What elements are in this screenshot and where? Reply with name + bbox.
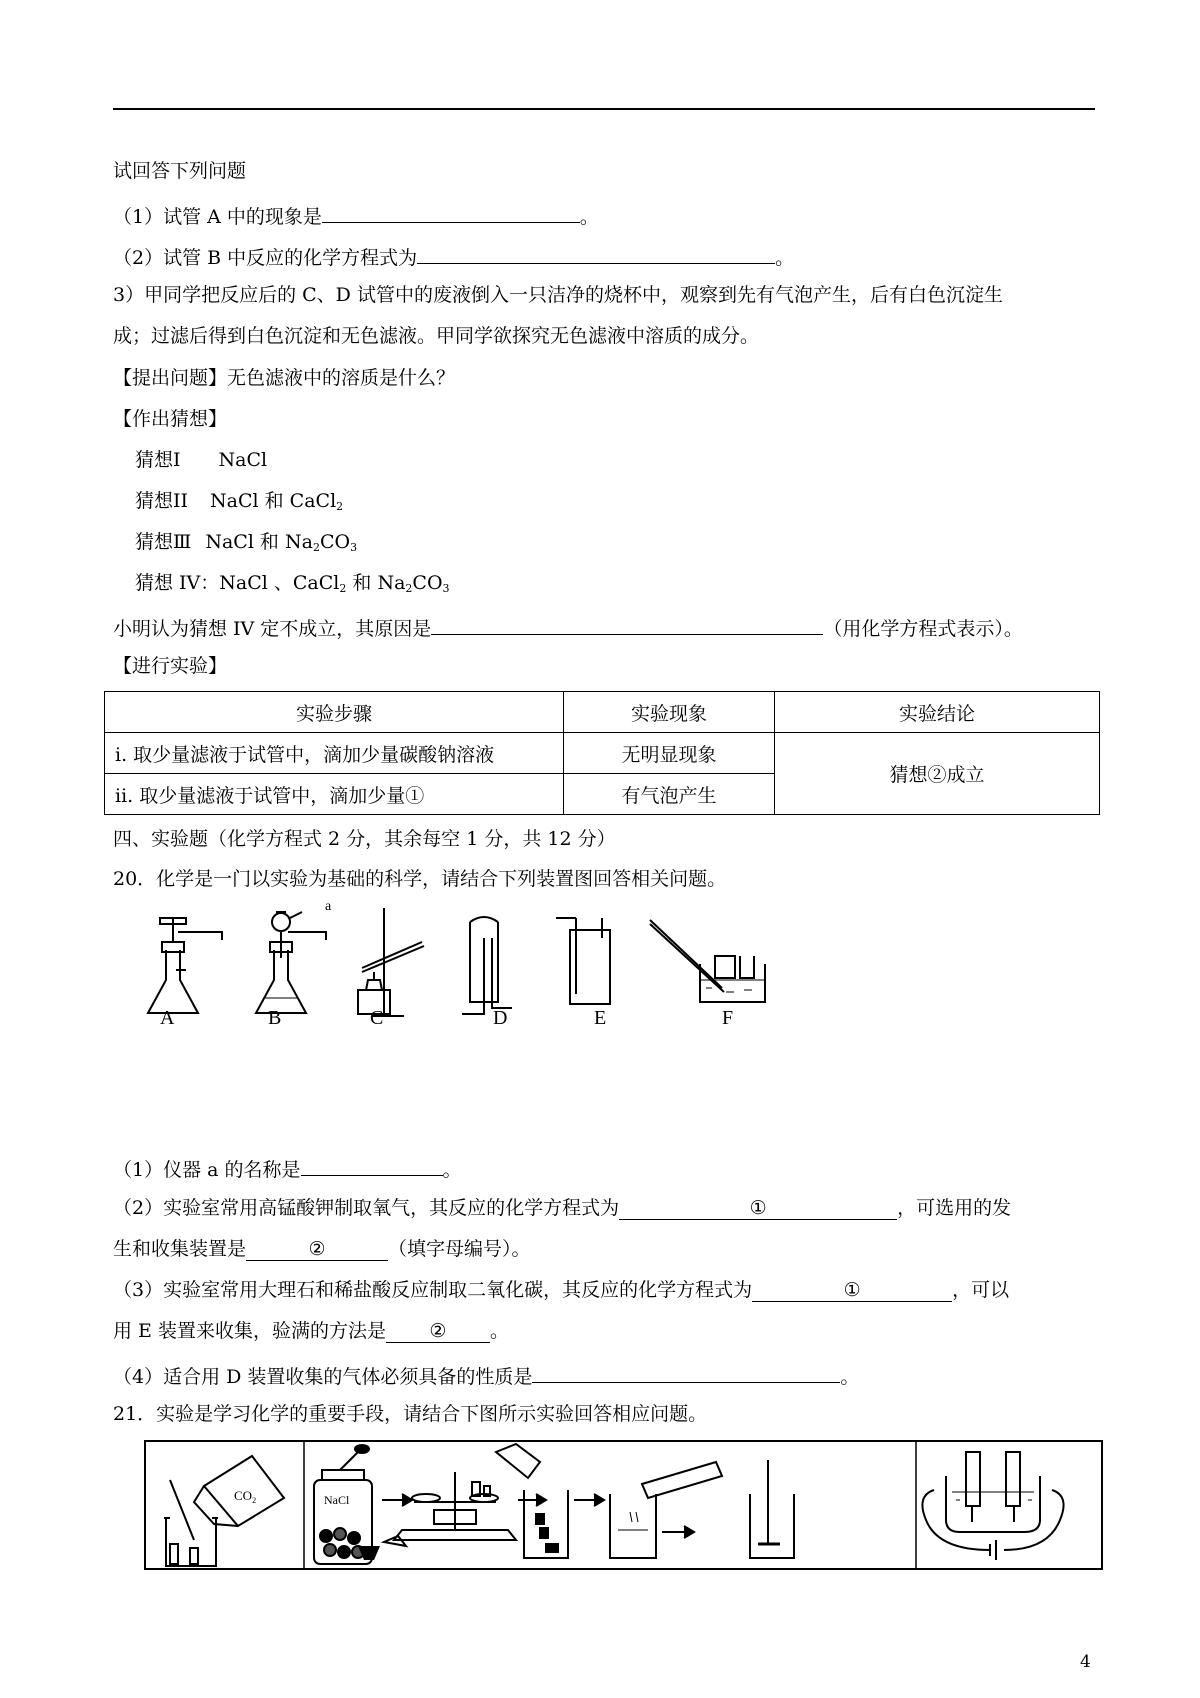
- answer-blank[interactable]: ②: [386, 1320, 490, 1343]
- table-cell: 无明显现象: [564, 733, 775, 774]
- table-cell: 猜想②成立: [775, 733, 1100, 815]
- question-21: 21．实验是学习化学的重要手段，请结合下图所示实验回答相应问题。: [113, 1403, 708, 1425]
- question-2: （2）试管 B 中反应的化学方程式为 。: [113, 241, 794, 271]
- guess-heading: 【作出猜想】: [113, 408, 228, 430]
- table-header: 实验结论: [775, 692, 1100, 733]
- beaker-stirring: [750, 1460, 794, 1558]
- table-cell: 有气泡产生: [564, 774, 775, 815]
- guess-2: 猜想ⅠⅠ NaCl 和 CaCl$_2$: [135, 490, 344, 513]
- apparatus-f: [650, 920, 765, 1002]
- section-4-title: 四、实验题（化学方程式 2 分，其余每空 1 分，共 12 分）: [113, 828, 616, 850]
- apparatus-label: E: [594, 1007, 607, 1028]
- nacl-label: NaCl: [324, 1493, 350, 1507]
- apparatus-b: [256, 912, 326, 1013]
- question-20-3: （3）实验室常用大理石和稀盐酸反应制取二氧化碳，其反应的化学方程式为 ① ，可以: [113, 1279, 1010, 1301]
- xiaoming-question: 小明认为猜想 IV 定不成立，其原因是 （用化学方程式表示）。: [113, 612, 1023, 642]
- answer-blank[interactable]: ②: [246, 1238, 388, 1261]
- guess-4: 猜想 IV：NaCl 、CaCl$_2$ 和 $Na_2CO_3$: [135, 572, 450, 595]
- header-rule: [113, 108, 1095, 110]
- apparatus-a: [148, 918, 222, 1013]
- apparatus-label: B: [268, 1007, 282, 1028]
- table-header: 实验步骤: [105, 692, 564, 733]
- question-20-3b: 用 E 装置来收集，验满的方法是 ② 。: [113, 1320, 509, 1342]
- table-header: 实验现象: [564, 692, 775, 733]
- experiment-table: [104, 691, 1100, 815]
- answer-blank[interactable]: [417, 241, 775, 264]
- question-1: （1）试管 A 中的现象是 。: [113, 200, 599, 230]
- page-number: 4: [1080, 1652, 1091, 1672]
- table-cell: ⅱ. 取少量滤液于试管中，滴加少量①: [105, 774, 564, 815]
- apparatus-label: A: [160, 1007, 175, 1028]
- instrument-a-label: a: [325, 899, 332, 914]
- beaker-with-water: [610, 1462, 722, 1558]
- co2-label: $CO_2$: [234, 1488, 257, 1505]
- question-20-2: （2）实验室常用高锰酸钾制取氧气，其反应的化学方程式为 ① ，可选用的发: [113, 1197, 1012, 1219]
- apparatus-e: [556, 918, 610, 1004]
- apparatus-c: [358, 908, 424, 1016]
- apparatus-d: [462, 917, 512, 1014]
- apparatus-figure: [140, 898, 840, 1028]
- question-3-line-1: 3）甲同学把反应后的 C、D 试管中的废液倒入一只洁净的烧杯中，观察到先有气泡产生，后有白色沉淀生: [113, 284, 1003, 306]
- guess-3: 猜想Ⅲ NaCl 和 $Na_2CO_3$: [135, 531, 358, 554]
- ask-question: 【提出问题】无色滤液中的溶质是什么？: [113, 367, 456, 389]
- question-20: 20．化学是一门以实验为基础的科学，请结合下列装置图回答相关问题。: [113, 868, 727, 890]
- answer-blank[interactable]: [301, 1153, 443, 1176]
- question-20-2b: 生和收集装置是 ② （填字母编号）。: [113, 1238, 531, 1260]
- weighing-panel: [314, 1445, 546, 1564]
- question-20-4: （4）适合用 D 装置收集的气体必须具备的性质是 。: [113, 1360, 859, 1390]
- table-row: [105, 733, 1100, 774]
- answer-blank[interactable]: [322, 200, 580, 223]
- apparatus-label: F: [722, 1007, 734, 1028]
- apparatus-label: D: [493, 1007, 508, 1028]
- answer-blank[interactable]: ①: [752, 1279, 952, 1302]
- answer-blank[interactable]: [532, 1360, 840, 1383]
- co2-pouring-panel: [164, 1456, 284, 1566]
- electrolysis-apparatus: [922, 1452, 1063, 1560]
- table-cell: ⅰ. 取少量滤液于试管中，滴加少量碳酸钠溶液: [105, 733, 564, 774]
- table-header-row: [105, 692, 1100, 733]
- apparatus-label: C: [370, 1007, 384, 1028]
- guess-1: 猜想Ⅰ NaCl: [135, 449, 268, 471]
- experiment-21-figure: [144, 1440, 1104, 1572]
- intro-text: 试回答下列问题: [113, 160, 247, 182]
- question-20-1: （1）仪器 a 的名称是 。: [113, 1153, 462, 1183]
- answer-blank[interactable]: ①: [619, 1197, 897, 1220]
- answer-blank[interactable]: [431, 612, 823, 635]
- experiment-heading: 【进行实验】: [113, 655, 228, 677]
- question-3-line-2: 成；过滤后得到白色沉淀和无色滤液。甲同学欲探究无色滤液中溶质的成分。: [113, 325, 760, 347]
